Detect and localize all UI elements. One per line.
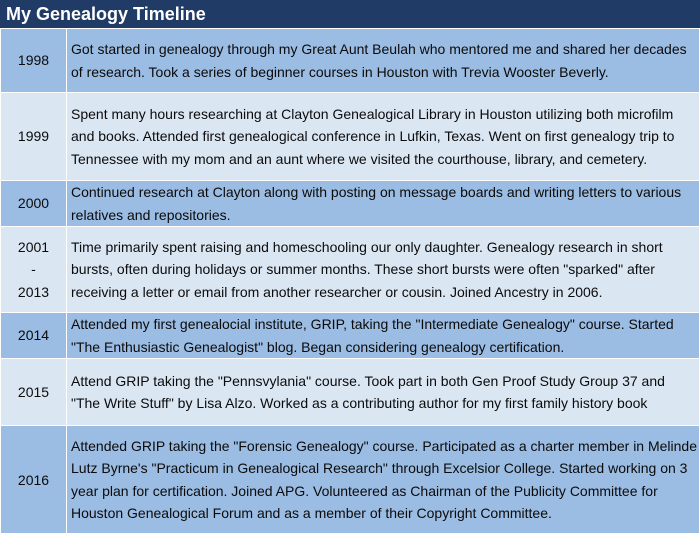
table-row — [1, 227, 700, 313]
description-cell: Attended GRIP taking the "Forensic Genealogy" course. Participated as a charter member in Melinde Lutz Byrne's "Practicum in Genealogical Research" through Excelsior College. Started working on 3 year plan for certification. Joined APG. Volunteered as Chairman of the Publicity Committee for Houston Genealogical Forum and as a member of their Copyright Committee. — [67, 426, 700, 534]
year-cell: 1999 — [1, 93, 67, 181]
table-row — [1, 29, 700, 93]
year-range-end: 2013 — [17, 283, 50, 300]
table-row — [1, 313, 700, 359]
page-title: My Genealogy Timeline — [0, 0, 700, 28]
table-row — [1, 359, 700, 426]
table-row — [1, 426, 700, 534]
year-cell: 1998 — [1, 29, 67, 93]
description-cell: Spent many hours researching at Clayton Genealogical Library in Houston utilizing both microfilm and books. Attended first genealogical conference in Lufkin, Texas. Went on first genealogy trip to Tennessee with my mom and an aunt where we visited the courthouse, library, and cemetery. — [67, 93, 700, 181]
table-row — [1, 93, 700, 181]
description-cell: Got started in genealogy through my Great Aunt Beulah who mentored me and shared her decades of research. Took a series of beginner courses in Houston with Trevia Wooster Beverly. — [67, 29, 700, 93]
year-range-start: 2001 — [17, 238, 50, 255]
year-cell: 2015 — [1, 359, 67, 426]
description-cell: Attend GRIP taking the "Pennsvylania" course. Took part in both Gen Proof Study Group 37 and "The Write Stuff" by Lisa Alzo. Worked as a contributing author for my first family history book — [67, 359, 700, 426]
description-cell: Continued research at Clayton along with posting on message boards and writing letters to various relatives and repositories. — [67, 181, 700, 227]
description-cell: Time primarily spent raising and homeschooling our only daughter. Genealogy research in short bursts, often during holidays or summer months. These short bursts were often "sparked" after receiving a letter or email from another researcher or cousin. Joined Ancestry in 2006. — [67, 227, 700, 313]
year-range-separator: - — [31, 261, 36, 278]
year-cell: 2016 — [1, 426, 67, 534]
year-cell: 2000 — [1, 181, 67, 227]
year-cell: 2014 — [1, 313, 67, 359]
description-cell: Attended my first genealocial institute, GRIP, taking the "Intermediate Genealogy" course. Started "The Enthusiastic Genealogist" blog. Began considering genealogy certification. — [67, 313, 700, 359]
table-row — [1, 181, 700, 227]
year-range-cell — [1, 227, 67, 313]
timeline-table — [0, 28, 700, 534]
